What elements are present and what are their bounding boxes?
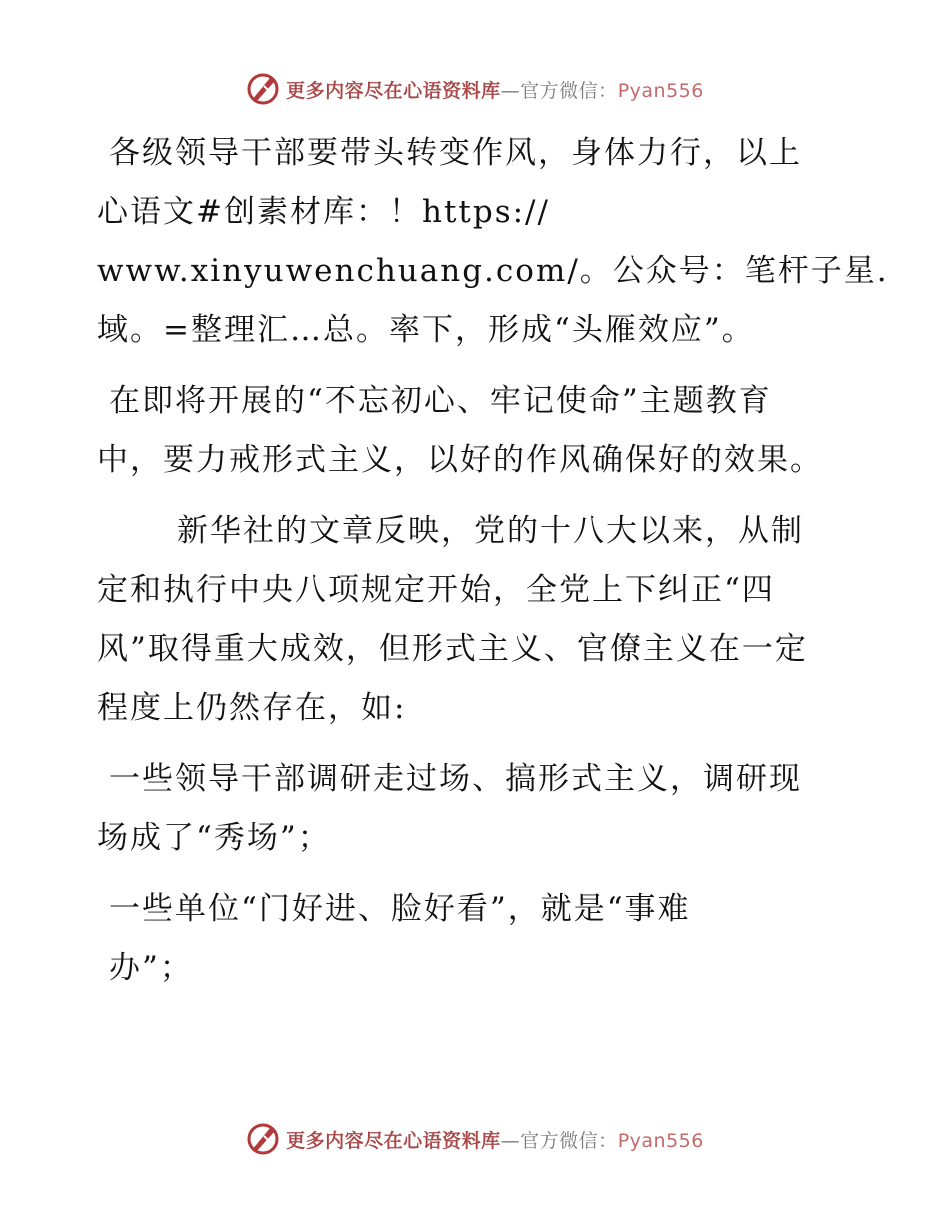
banner-dash: — (500, 79, 521, 102)
text-line: 定和执行中央八项规定开始，全党上下纠正“四 (97, 572, 775, 608)
text-line: 域。=整理汇…总。率下，形成“头雁效应”。 (97, 312, 755, 348)
text-line: 程度上仍然存在，如: (97, 690, 407, 726)
banner-wechat-label: 官方微信： (520, 79, 618, 102)
text-line: 各级领导干部要带头转变作风，身体力行，以上 (109, 135, 802, 171)
text-line: 中，要力戒形式主义，以好的作风确保好的效果。 (97, 442, 823, 478)
text-line: 风”取得重大成效，但形式主义、官僚主义在一定 (97, 631, 808, 667)
text-line: 在即将开展的“不忘初心、牢记使命”主题教育 (109, 383, 772, 419)
paragraph-4 (97, 750, 857, 868)
paragraph-3 (97, 502, 857, 738)
text-line: 新华社的文章反映，党的十八大以来，从制 (177, 513, 804, 549)
paragraph-2 (97, 372, 857, 490)
header-banner (0, 72, 950, 106)
text-line: www.xinyuwenchuang.com/。公众号：笔杆子星. (97, 253, 889, 289)
footer-banner (0, 1122, 950, 1156)
paragraph-1 (97, 124, 889, 360)
footer-banner-text (286, 1126, 704, 1153)
text-line: 办”； (109, 950, 193, 986)
text-line: 一些单位“门好进、脸好看”，就是“事难 (109, 891, 691, 927)
header-banner-text (286, 76, 704, 103)
paragraph-5 (97, 880, 857, 998)
text-line: 心语文#创素材库：！https:// (97, 194, 550, 230)
banner-site-name: 更多内容尽在心语资料库 (286, 79, 501, 102)
text-line: 一些领导干部调研走过场、搞形式主义，调研现 (109, 761, 802, 797)
document-body (97, 124, 889, 1010)
banner-wechat-label: 官方微信： (520, 1129, 618, 1152)
banner-wechat-id: Pyan556 (617, 79, 704, 102)
banner-dash: — (500, 1129, 521, 1152)
banner-site-name: 更多内容尽在心语资料库 (286, 1129, 501, 1152)
text-line: 场成了“秀场”； (97, 820, 331, 856)
quill-logo-icon (246, 72, 280, 106)
quill-logo-icon (246, 1122, 280, 1156)
banner-wechat-id: Pyan556 (617, 1129, 704, 1152)
